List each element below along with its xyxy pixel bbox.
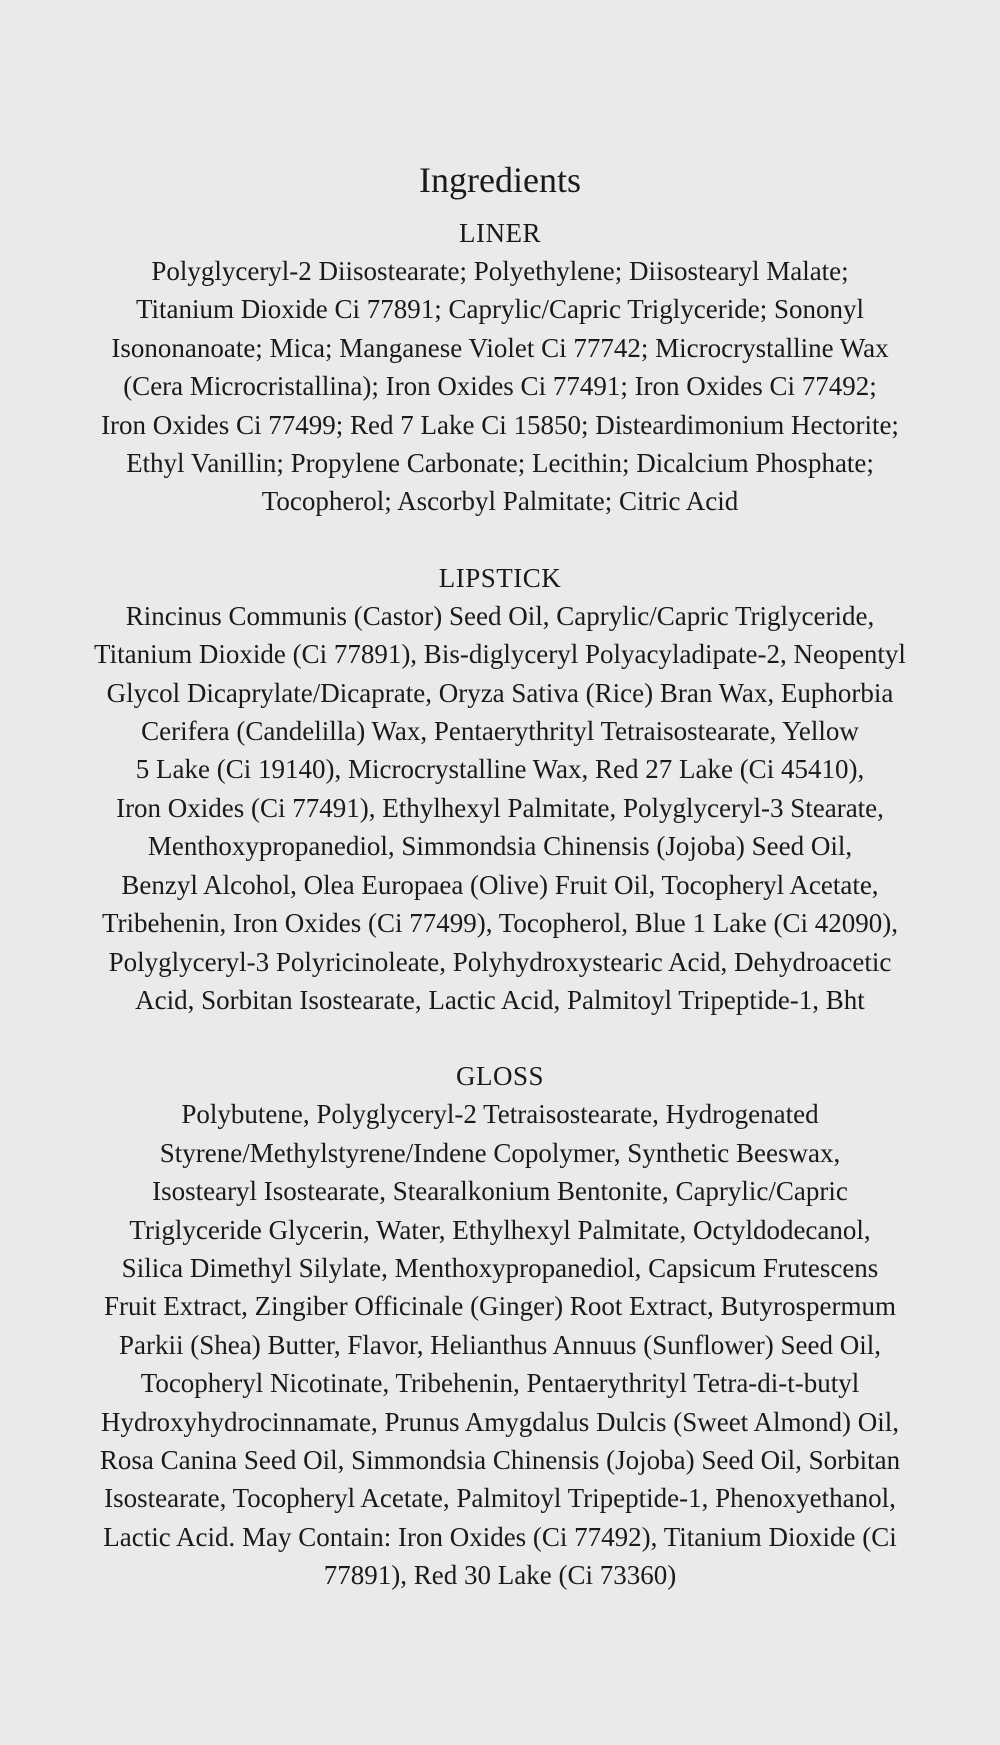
ingredient-line: Lactic Acid. May Contain: Iron Oxides (Ci 77492), Titanium Dioxide (Ci	[103, 1521, 897, 1552]
ingredient-line: 77891), Red 30 Lake (Ci 73360)	[323, 1560, 677, 1591]
ingredient-line: Isostearyl Isostearate, Stearalkonium Bentonite, Caprylic/Capric	[152, 1176, 848, 1207]
gloss-ingredients	[0, 1095, 1000, 1594]
ingredient-line: Triglyceride Glycerin, Water, Ethylhexyl Palmitate, Octyldodecanol,	[129, 1214, 871, 1245]
ingredient-line: Tocopherol; Ascorbyl Palmitate; Citric Acid	[261, 486, 739, 517]
ingredient-line: Polyglyceryl-3 Polyricinoleate, Polyhydroxystearic Acid, Dehydroacetic	[108, 946, 892, 977]
liner-ingredients	[0, 252, 1000, 521]
ingredient-line: 5 Lake (Ci 19140), Microcrystalline Wax, Red 27 Lake (Ci 45410),	[135, 754, 865, 785]
ingredient-line: Rincinus Communis (Castor) Seed Oil, Caprylic/Capric Triglyceride,	[125, 600, 875, 631]
ingredient-line: Styrene/Methylstyrene/Indene Copolymer, Synthetic Beeswax,	[159, 1137, 841, 1168]
gloss-heading: GLOSS	[455, 1061, 545, 1092]
liner-heading: LINER	[459, 218, 541, 248]
lipstick-section	[0, 559, 1000, 1019]
gloss-section	[0, 1057, 1000, 1594]
ingredient-line: Titanium Dioxide Ci 77891; Caprylic/Capric Triglyceride; Sononyl	[136, 294, 864, 325]
ingredient-line: (Cera Microcristallina); Iron Oxides Ci 77491; Iron Oxides Ci 77492;	[123, 371, 877, 402]
ingredient-line: Silica Dimethyl Silylate, Menthoxypropanediol, Capsicum Frutescens	[121, 1252, 879, 1283]
page-title: Ingredients	[419, 160, 581, 200]
lipstick-heading: LIPSTICK	[438, 562, 562, 593]
ingredient-line: Parkii (Shea) Butter, Flavor, Helianthus Annuus (Sunflower) Seed Oil,	[119, 1329, 881, 1360]
ingredient-line: Hydroxyhydrocinnamate, Prunus Amygdalus Dulcis (Sweet Almond) Oil,	[101, 1406, 899, 1437]
ingredient-line: Fruit Extract, Zingiber Officinale (Ginger) Root Extract, Butyrospermum	[103, 1291, 897, 1322]
ingredient-line: Iron Oxides (Ci 77491), Ethylhexyl Palmitate, Polyglyceryl-3 Stearate,	[116, 792, 884, 823]
lipstick-ingredients	[0, 597, 1000, 1019]
ingredient-line: Polyglyceryl-2 Diisostearate; Polyethylene; Diisostearyl Malate;	[151, 256, 849, 286]
ingredient-line: Menthoxypropanediol, Simmondsia Chinensis (Jojoba) Seed Oil,	[147, 831, 853, 862]
ingredient-line: Iron Oxides Ci 77499; Red 7 Lake Ci 15850; Disteardimonium Hectorite;	[101, 409, 899, 440]
ingredient-line: Titanium Dioxide (Ci 77891), Bis-diglyceryl Polyacyladipate-2, Neopentyl	[94, 639, 906, 670]
liner-section	[0, 214, 1000, 521]
ingredient-line: Isononanoate; Mica; Manganese Violet Ci 77742; Microcrystalline Wax	[111, 332, 889, 363]
ingredient-line: Cerifera (Candelilla) Wax, Pentaerythrityl Tetraisostearate, Yellow	[141, 716, 859, 747]
ingredient-line: Tocopheryl Nicotinate, Tribehenin, Pentaerythrityl Tetra-di-t-butyl	[140, 1368, 860, 1399]
ingredient-line: Isostearate, Tocopheryl Acetate, Palmitoyl Tripeptide-1, Phenoxyethanol,	[104, 1483, 896, 1514]
ingredient-line: Polybutene, Polyglyceryl-2 Tetraisostearate, Hydrogenated	[181, 1099, 819, 1130]
ingredient-line: Glycol Dicaprylate/Dicaprate, Oryza Sativa (Rice) Bran Wax, Euphorbia	[106, 677, 894, 708]
ingredient-line: Ethyl Vanillin; Propylene Carbonate; Lecithin; Dicalcium Phosphate;	[126, 448, 874, 479]
ingredient-line: Tribehenin, Iron Oxides (Ci 77499), Tocopherol, Blue 1 Lake (Ci 42090),	[102, 908, 898, 939]
ingredient-line: Rosa Canina Seed Oil, Simmondsia Chinensis (Jojoba) Seed Oil, Sorbitan	[99, 1444, 901, 1475]
ingredient-line: Benzyl Alcohol, Olea Europaea (Olive) Fruit Oil, Tocopheryl Acetate,	[121, 869, 879, 900]
ingredient-line: Acid, Sorbitan Isostearate, Lactic Acid, Palmitoyl Tripeptide-1, Bht	[135, 984, 865, 1015]
